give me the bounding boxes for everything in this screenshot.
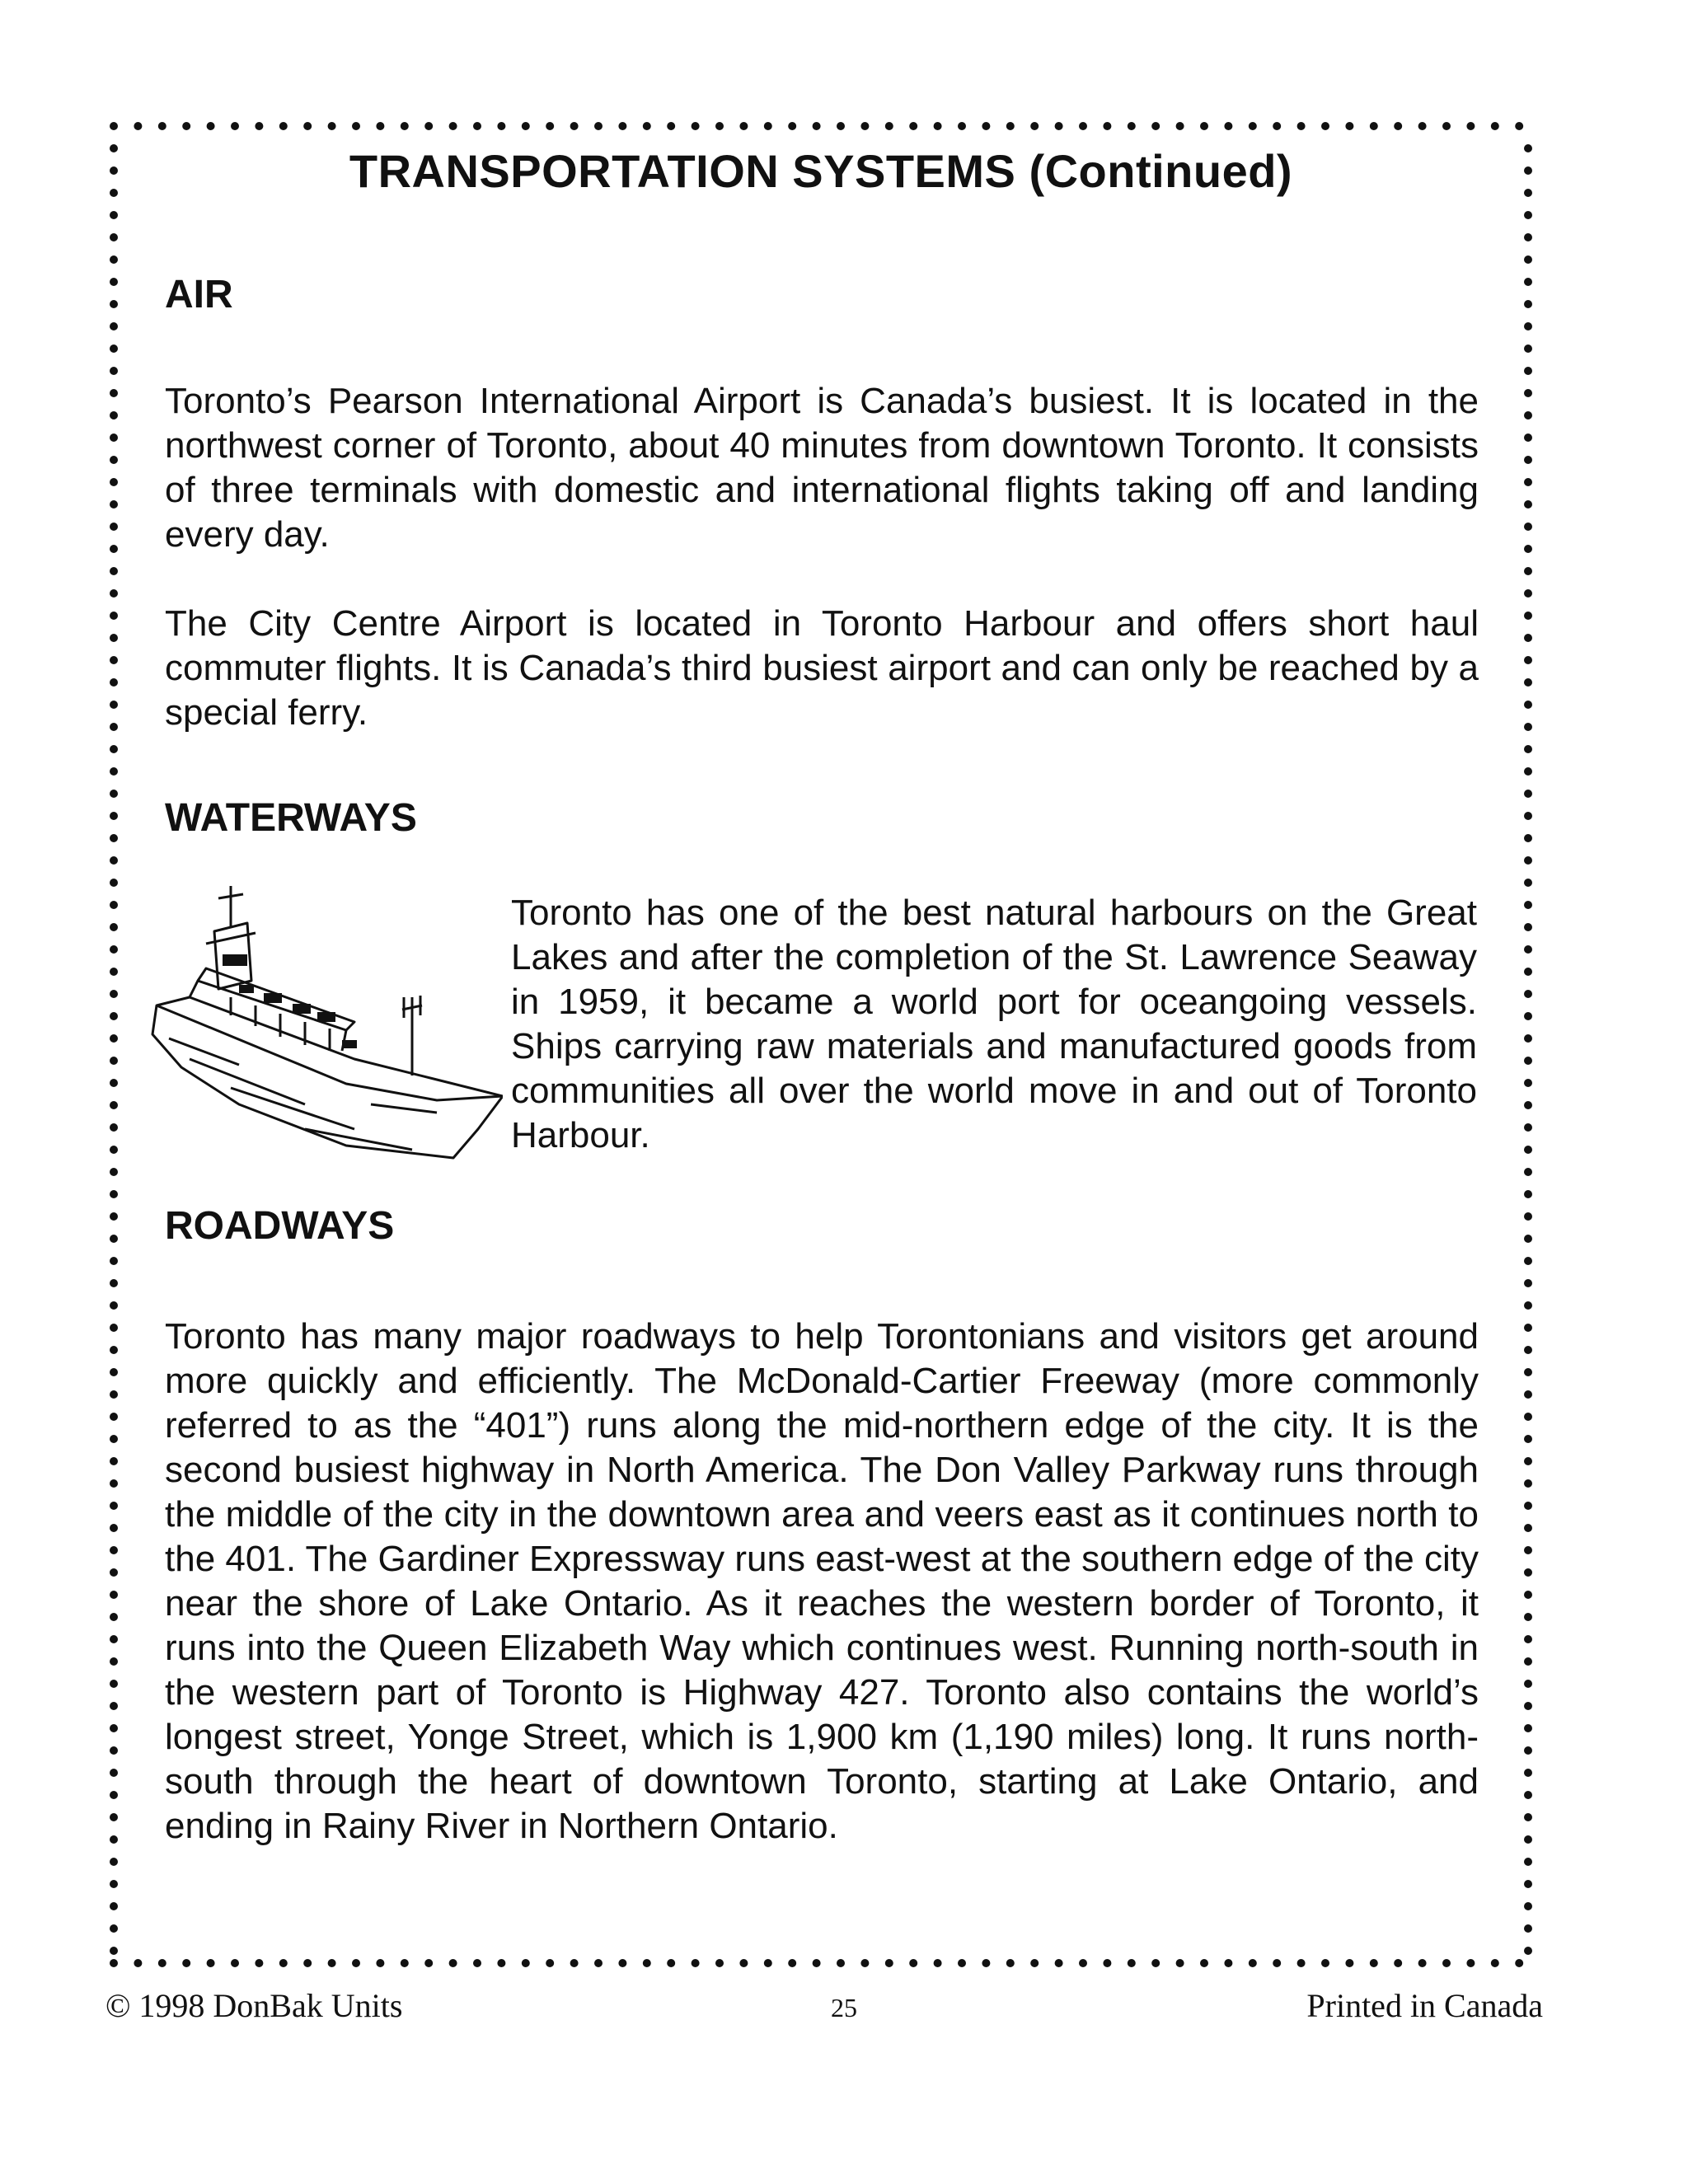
air-paragraph-pearson: Toronto’s Pearson International Airport is Canada’s busiest. It is located in the northwest corner of Toronto, about 40 minutes from downtown Toronto. It consists of three terminals with domestic and international flights taking off and landing every day.: [165, 381, 1479, 555]
dotted-border-frame: [107, 120, 1535, 1970]
cargo-ship-icon: [140, 882, 503, 1162]
section-heading-roadways: ROADWAYS: [165, 1204, 395, 1248]
air-paragraph-city-centre: The City Centre Airport is located in Toronto Harbour and offers short haul commuter flights. It is Canada’s third busiest airport and can only be reached by a special ferry.: [165, 603, 1479, 733]
page-content: [107, 120, 1535, 1970]
page-title: TRANSPORTATION SYSTEMS (Continued): [349, 145, 1293, 197]
footer-copyright: © 1998 DonBak Units: [106, 1987, 403, 2024]
section-heading-waterways: WATERWAYS: [165, 796, 417, 840]
waterways-paragraph: Toronto has one of the best natural harbours on the Great Lakes and after the completion of the St. Lawrence Seaway in 1959, it became a world port for oceangoing vessels. Ships carrying raw materials and manufactured goods from communities all over the world move in and out of Toronto Harbour.: [511, 893, 1477, 1155]
roadways-paragraph: Toronto has many major roadways to help Torontonians and visitors get around more quickly and efficiently. The McDonald-Cartier Freeway (more commonly referred to as the “401”) runs along the mid-northern edge of the city. It is the second busiest highway in North America. The Don Valley Parkway runs through the middle of the city in the downtown area and veers east as it continues north to the 401. The Gardiner Expressway runs east-west at the southern edge of the city near the shore of Lake Ontario. As it reaches the western border of Toronto, it runs into the Queen Elizabeth Way which continues west. Running north-south in the western part of Toronto is Highway 427. Toronto also contains the world’s longest street, Yonge Street, which is 1,900 km (1,190 miles) long. It runs north-south through the heart of downtown Toronto, starting at Lake Ontario, and ending in Rainy River in Northern Ontario.: [165, 1316, 1479, 1846]
footer-page-number: 25: [831, 1993, 857, 2022]
footer-printed-in: Printed in Canada: [1306, 1987, 1543, 2024]
section-heading-air: AIR: [165, 273, 233, 316]
